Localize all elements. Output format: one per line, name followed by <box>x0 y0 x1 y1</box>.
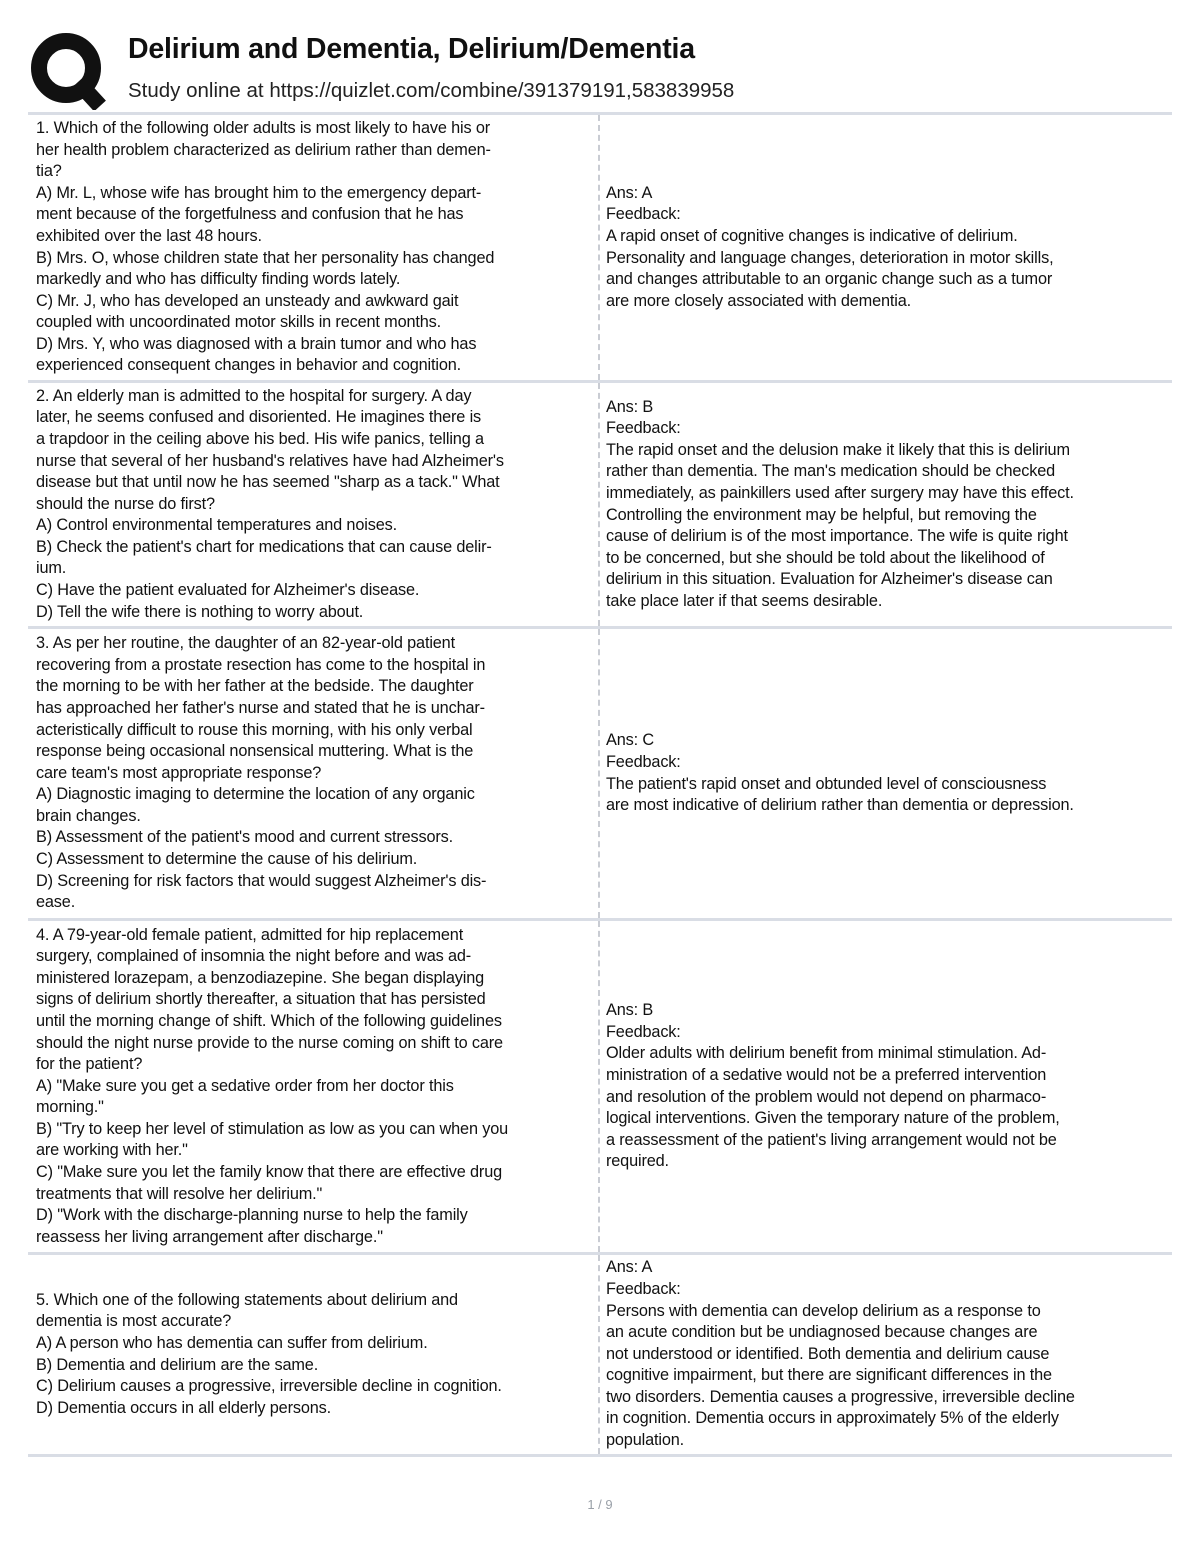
answer-line: immediately, as painkillers used after surgery may have this effect. <box>606 483 1074 502</box>
answer-line: ministration of a sedative would not be a preferred intervention <box>606 1065 1047 1084</box>
answer-line: are more closely associated with dementia. <box>606 291 911 310</box>
answer-line: Feedback: <box>606 752 681 771</box>
answer-cell <box>600 1255 1172 1454</box>
question-line: signs of delirium shortly thereafter, a situation that has persisted <box>36 990 486 1009</box>
answer-line: Feedback: <box>606 205 681 224</box>
question-line: nurse that several of her husband's relatives have had Alzheimer's <box>36 451 504 470</box>
answer-line: population. <box>606 1431 685 1450</box>
question-line: ease. <box>36 893 76 912</box>
question-cell <box>28 383 600 626</box>
answer-line: Ans: A <box>606 183 653 202</box>
question-line: until the morning change of shift. Which of the following guidelines <box>36 1011 502 1030</box>
flashcard-row <box>28 918 1172 1252</box>
question-line: B) Assessment of the patient's mood and current stressors. <box>36 828 454 847</box>
question-line: recovering from a prostate resection has come to the hospital in <box>36 655 486 674</box>
answer-line: logical interventions. Given the temporary nature of the problem, <box>606 1109 1060 1128</box>
question-line: ment because of the forgetfulness and confusion that he has <box>36 205 464 224</box>
question-line: should the nurse do first? <box>36 494 215 513</box>
question-line: 3. As per her routine, the daughter of an 82-year-old patient <box>36 634 455 653</box>
quizlet-logo-icon <box>28 30 108 110</box>
question-line: treatments that will resolve her delirium." <box>36 1184 323 1203</box>
answer-line: cause of delirium is of the most importance. The wife is quite right <box>606 527 1068 546</box>
answer-line: and resolution of the problem would not depend on pharmaco- <box>606 1087 1047 1106</box>
question-line: C) Have the patient evaluated for Alzheimer's disease. <box>36 581 420 600</box>
answer-line: rather than dementia. The man's medication should be checked <box>606 462 1056 481</box>
question-line: C) "Make sure you let the family know that there are effective drug <box>36 1163 503 1182</box>
question-line: C) Delirium causes a progressive, irreversible decline in cognition. <box>36 1377 502 1396</box>
question-line: D) Mrs. Y, who was diagnosed with a brain tumor and who has <box>36 334 477 353</box>
question-line: A) Diagnostic imaging to determine the location of any organic <box>36 785 475 804</box>
question-line: experienced consequent changes in behavior and cognition. <box>36 356 462 375</box>
question-line: A) "Make sure you get a sedative order from her doctor this <box>36 1076 454 1095</box>
answer-line: are most indicative of delirium rather than dementia or depression. <box>606 796 1074 815</box>
question-line: later, he seems confused and disoriented. He imagines there is <box>36 408 482 427</box>
question-line: B) Dementia and delirium are the same. <box>36 1355 319 1374</box>
question-line: B) "Try to keep her level of stimulation as low as you can when you <box>36 1119 509 1138</box>
question-line: C) Mr. J, who has developed an unsteady and awkward gait <box>36 291 459 310</box>
answer-line: Feedback: <box>606 1022 681 1041</box>
flashcard-row <box>28 112 1172 380</box>
answer-line: Ans: A <box>606 1258 653 1277</box>
question-line: tia? <box>36 162 62 181</box>
answer-line: not understood or identified. Both dementia and delirium cause <box>606 1344 1050 1363</box>
flashcard-row <box>28 626 1172 918</box>
answer-line: two disorders. Dementia causes a progressive, irreversible decline <box>606 1387 1075 1406</box>
answer-line: Ans: B <box>606 1001 654 1020</box>
question-line: reassess her living arrangement after discharge." <box>36 1227 383 1246</box>
question-line: care team's most appropriate response? <box>36 763 322 782</box>
answer-cell <box>600 383 1172 626</box>
question-line: A) Control environmental temperatures and noises. <box>36 516 397 535</box>
question-cell <box>28 629 600 918</box>
answer-line: The rapid onset and the delusion make it likely that this is delirium <box>606 440 1070 459</box>
answer-line: Older adults with delirium benefit from minimal stimulation. Ad- <box>606 1044 1047 1063</box>
question-line: ministered lorazepam, a benzodiazepine. She began displaying <box>36 968 485 987</box>
question-line: should the night nurse provide to the nurse coming on shift to care <box>36 1033 503 1052</box>
question-line: morning." <box>36 1098 104 1117</box>
answer-line: Personality and language changes, deterioration in motor skills, <box>606 248 1054 267</box>
answer-line: Feedback: <box>606 1279 681 1298</box>
answer-line: The patient's rapid onset and obtunded level of consciousness <box>606 774 1047 793</box>
answer-cell <box>600 115 1172 380</box>
question-line: B) Mrs. O, whose children state that her personality has changed <box>36 248 495 267</box>
question-line: for the patient? <box>36 1055 143 1074</box>
flashcard-row <box>28 1252 1172 1457</box>
answer-line: Feedback: <box>606 419 681 438</box>
question-line: brain changes. <box>36 806 141 825</box>
question-line: markedly and who has difficulty finding words lately. <box>36 270 401 289</box>
answer-line: A rapid onset of cognitive changes is indicative of delirium. <box>606 226 1018 245</box>
answer-line: delirium in this situation. Evaluation for Alzheimer's disease can <box>606 570 1053 589</box>
question-line: acteristically difficult to rouse this morning, with his only verbal <box>36 720 473 739</box>
question-line: D) Tell the wife there is nothing to worry about. <box>36 602 364 621</box>
answer-line: Controlling the environment may be helpful, but removing the <box>606 505 1037 524</box>
question-cell <box>28 115 600 380</box>
question-line: A) Mr. L, whose wife has brought him to the emergency depart- <box>36 183 482 202</box>
question-cell <box>28 1255 600 1454</box>
question-line: disease but that until now he has seemed "sharp as a tack." What <box>36 473 500 492</box>
study-link[interactable]: Study online at https://quizlet.com/combine/391379191,583839958 <box>128 79 735 102</box>
answer-line: and changes attributable to an organic change such as a tumor <box>606 270 1053 289</box>
answer-line: cognitive impairment, but there are significant differences in the <box>606 1366 1052 1385</box>
answer-line: in cognition. Dementia occurs in approximately 5% of the elderly <box>606 1409 1059 1428</box>
question-line: dementia is most accurate? <box>36 1312 232 1331</box>
question-line: has approached her father's nurse and stated that he is unchar- <box>36 698 485 717</box>
question-line: 5. Which one of the following statements about delirium and <box>36 1290 458 1309</box>
flashcard-list <box>28 112 1172 1457</box>
question-line: C) Assessment to determine the cause of his delirium. <box>36 850 418 869</box>
question-line: exhibited over the last 48 hours. <box>36 226 262 245</box>
answer-line: Ans: C <box>606 731 654 750</box>
answer-line: Ans: B <box>606 397 654 416</box>
question-line: the morning to be with her father at the bedside. The daughter <box>36 677 474 696</box>
question-line: response being occasional nonsensical muttering. What is the <box>36 742 474 761</box>
question-line: surgery, complained of insomnia the night before and was ad- <box>36 947 472 966</box>
answer-line: take place later if that seems desirable. <box>606 591 883 610</box>
question-line: her health problem characterized as delirium rather than demen- <box>36 140 491 159</box>
question-line: D) Dementia occurs in all elderly persons. <box>36 1398 332 1417</box>
question-line: D) "Work with the discharge-planning nurse to help the family <box>36 1206 468 1225</box>
answer-cell <box>600 629 1172 918</box>
question-line: D) Screening for risk factors that would suggest Alzheimer's dis- <box>36 871 487 890</box>
question-line: 1. Which of the following older adults is most likely to have his or <box>36 118 491 137</box>
answer-line: a reassessment of the patient's living arrangement would not be <box>606 1130 1057 1149</box>
question-line: 2. An elderly man is admitted to the hospital for surgery. A day <box>36 386 472 405</box>
page-number: 1 / 9 <box>587 1497 613 1512</box>
page-title: Delirium and Dementia, Delirium/Dementia <box>128 33 695 65</box>
answer-cell <box>600 921 1172 1252</box>
answer-line: required. <box>606 1152 669 1171</box>
question-line: B) Check the patient's chart for medications that can cause delir- <box>36 537 492 556</box>
answer-line: Persons with dementia can develop delirium as a response to <box>606 1301 1041 1320</box>
answer-line: to be concerned, but she should be told about the likelihood of <box>606 548 1045 567</box>
question-line: are working with her." <box>36 1141 188 1160</box>
question-line: ium. <box>36 559 67 578</box>
question-line: coupled with uncoordinated motor skills in recent months. <box>36 313 442 332</box>
question-line: 4. A 79-year-old female patient, admitted for hip replacement <box>36 925 464 944</box>
flashcard-row <box>28 380 1172 626</box>
question-line: a trapdoor in the ceiling above his bed. His wife panics, telling a <box>36 429 484 448</box>
question-cell <box>28 921 600 1252</box>
question-line: A) A person who has dementia can suffer from delirium. <box>36 1333 428 1352</box>
answer-line: an acute condition but be undiagnosed because changes are <box>606 1323 1038 1342</box>
